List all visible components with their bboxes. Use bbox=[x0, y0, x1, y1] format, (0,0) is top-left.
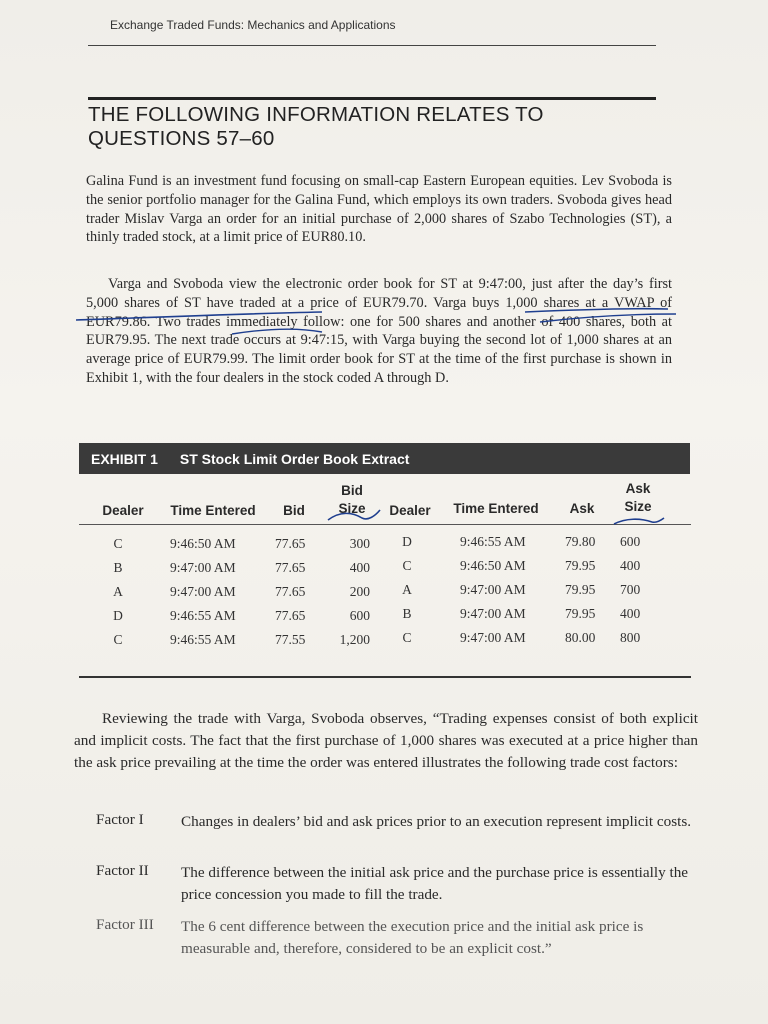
intro-paragraph bbox=[86, 172, 672, 247]
cell-ask-time: 9:47:00 AM bbox=[460, 630, 526, 645]
header-dealer-ask: Dealer bbox=[389, 503, 431, 518]
header-bid: Bid bbox=[283, 503, 305, 518]
section-divider bbox=[88, 97, 656, 100]
exhibit-label: EXHIBIT 1 bbox=[91, 450, 158, 467]
cell-ask-size: 400 bbox=[620, 558, 641, 573]
table-bottom-rule bbox=[79, 676, 691, 678]
cell-bid: 77.65 bbox=[275, 584, 306, 599]
cell-ask: 79.95 bbox=[565, 582, 596, 597]
cell-bid-dealer: C bbox=[113, 632, 123, 647]
cell-ask: 79.95 bbox=[565, 606, 596, 621]
cell-ask-size: 700 bbox=[620, 582, 641, 597]
cell-ask: 80.00 bbox=[565, 630, 596, 645]
cell-bid: 77.65 bbox=[275, 608, 306, 623]
cell-ask: 79.80 bbox=[565, 534, 596, 549]
factor-3-label: Factor III bbox=[96, 916, 154, 933]
cell-bid-dealer: C bbox=[113, 536, 123, 551]
cell-ask-dealer: B bbox=[402, 606, 412, 621]
factor-2-label: Factor II bbox=[96, 862, 149, 879]
cell-ask-time: 9:46:55 AM bbox=[460, 534, 526, 549]
factor-2-text: The difference between the initial ask price and the purchase price is essentially the price concession you made to fill the trade. bbox=[181, 864, 689, 903]
paragraph-1: Galina Fund is an investment fund focusing on small-cap Eastern European equities. Lev Svoboda is the senior portfolio manager for the Galina Fund, which employs its own traders. Svoboda gives head trader Mislav Varga an order for an initial purchase of 2,000 shares of Szabo Technologies (ST), a thinly traded stock, at a limit price of EUR80.10. bbox=[86, 173, 672, 246]
factor-3-text: The 6 cent difference between the execution price and the initial ask price is measurable and, therefore, considered to be an explicit cost.” bbox=[181, 918, 644, 957]
factor-1-label: Factor I bbox=[96, 811, 144, 828]
cell-bid-size: 600 bbox=[349, 608, 370, 623]
review-paragraph bbox=[74, 708, 698, 774]
cell-ask-dealer: C bbox=[402, 630, 412, 645]
cell-ask-dealer: A bbox=[402, 582, 412, 597]
cell-bid-dealer: A bbox=[113, 584, 123, 599]
header-divider bbox=[88, 45, 656, 46]
cell-ask: 79.95 bbox=[565, 558, 596, 573]
header-dealer-bid: Dealer bbox=[102, 503, 144, 518]
cell-bid-size: 200 bbox=[349, 584, 370, 599]
cell-ask-dealer: C bbox=[402, 558, 412, 573]
cell-bid-dealer: B bbox=[113, 560, 123, 575]
running-header: Exchange Traded Funds: Mechanics and Applications bbox=[110, 18, 396, 32]
cell-ask-size: 800 bbox=[620, 630, 641, 645]
cell-bid-size: 300 bbox=[349, 536, 370, 551]
cell-bid-time: 9:47:00 AM bbox=[170, 584, 236, 599]
cell-bid-time: 9:46:55 AM bbox=[170, 608, 236, 623]
cell-ask-size: 600 bbox=[620, 534, 641, 549]
cell-bid-dealer: D bbox=[113, 608, 123, 623]
paragraph-2: Varga and Svoboda view the electronic order book for ST at 9:47:00, just after the day’s first 5,000 shares of ST have traded at a price of EUR79.70. Varga buys 1,000 shares at a VWAP of EUR79.86. Two trades immediately follow: one for 500 shares and another of 400 shares, both at EUR79.95. The next trade occurs at 9:47:15, with Varga buying the second lot of 1,000 shares at an average price of EUR79.99. The limit order book for ST at the time of the first purchase is shown in Exhibit 1, with the four dealers in the stock coded A through D. bbox=[86, 276, 672, 386]
header-time-bid: Time Entered bbox=[170, 503, 256, 518]
header-ask-size: Ask Size bbox=[624, 481, 652, 514]
cell-ask-size: 400 bbox=[620, 606, 641, 621]
cell-bid-time: 9:46:50 AM bbox=[170, 536, 236, 551]
cell-bid: 77.65 bbox=[275, 536, 306, 551]
section-title: THE FOLLOWING INFORMATION RELATES TO QUESTIONS 57–60 bbox=[88, 103, 544, 150]
trade-paragraph bbox=[86, 275, 672, 388]
header-bid-size: Bid Size bbox=[338, 483, 366, 516]
exhibit-title-bar bbox=[79, 443, 690, 474]
header-time-ask: Time Entered bbox=[453, 501, 539, 516]
cell-bid: 77.65 bbox=[275, 560, 306, 575]
factor-1-text: Changes in dealers’ bid and ask prices prior to an execution represent implicit costs. bbox=[181, 813, 692, 830]
exhibit-title: ST Stock Limit Order Book Extract bbox=[179, 450, 410, 467]
cell-bid: 77.55 bbox=[275, 632, 306, 647]
cell-ask-time: 9:47:00 AM bbox=[460, 582, 526, 597]
cell-bid-time: 9:47:00 AM bbox=[170, 560, 236, 575]
cell-ask-time: 9:46:50 AM bbox=[460, 558, 526, 573]
cell-bid-time: 9:46:55 AM bbox=[170, 632, 236, 647]
cell-bid-size: 400 bbox=[349, 560, 370, 575]
cell-bid-size: 1,200 bbox=[339, 632, 370, 647]
table-header-divider bbox=[79, 524, 691, 525]
cell-ask-time: 9:47:00 AM bbox=[460, 606, 526, 621]
header-ask: Ask bbox=[569, 501, 595, 516]
review-text: Reviewing the trade with Varga, Svoboda observes, “Trading expenses consist of both explicit and implicit costs. The fact that the first purchase of 1,000 shares was executed at a price higher than the ask price prevailing at the time the order was entered illustrates the following trade cost factors: bbox=[74, 710, 698, 771]
cell-ask-dealer: D bbox=[402, 534, 412, 549]
